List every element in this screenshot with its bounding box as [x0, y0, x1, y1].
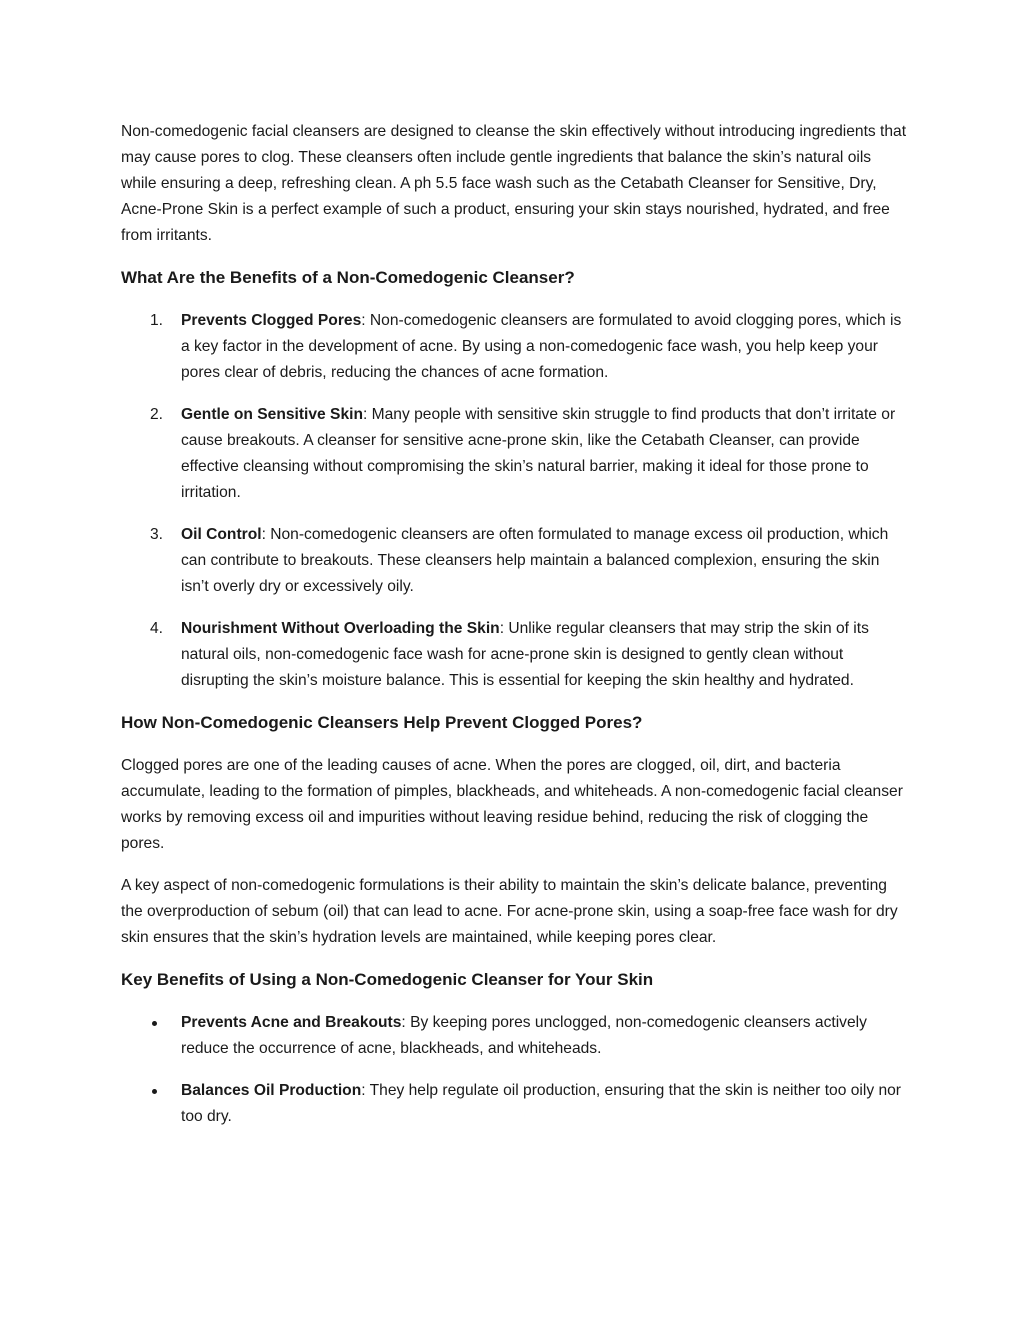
list-item-text: : Unlike regular cleansers that may strip the skin of its natural oils, non-comedogenic face wash for acne-prone skin is designed to gently clean without disrupting the skin’s moisture balance. This is essential for keeping the skin healthy and hydrated. [181, 620, 869, 689]
list-item-term: Oil Control [181, 526, 262, 543]
list-item-text: : By keeping pores unclogged, non-comedogenic cleansers actively reduce the occurrence of acne, blackheads, and whiteheads. [181, 1014, 867, 1057]
list-item [121, 1078, 907, 1130]
prevent-paragraph: Clogged pores are one of the leading causes of acne. When the pores are clogged, oil, dirt, and bacteria accumulate, leading to the formation of pimples, blackheads, and whiteheads. A non-comedogenic facial cleanser works by removing excess oil and impurities without leaving residue behind, reducing the risk of clogging the pores. [121, 757, 903, 852]
list-item-term: Prevents Acne and Breakouts [181, 1014, 402, 1031]
list-item [121, 522, 907, 600]
document-page [121, 119, 907, 1146]
list-item-term: Balances Oil Production [181, 1082, 362, 1099]
list-item-term: Prevents Clogged Pores [181, 312, 362, 329]
list-item-term: Gentle on Sensitive Skin [181, 406, 363, 423]
key-benefits-heading: Key Benefits of Using a Non-Comedogenic Cleanser for Your Skin [121, 970, 654, 989]
list-item-text: : Non-comedogenic cleansers are formulated to avoid clogging pores, which is a key factor in the development of acne. By using a non-comedogenic face wash, you help keep your pores clear of debris, reducing the chances of acne formation. [181, 312, 902, 381]
list-number: 4. [150, 620, 164, 637]
list-number: 1. [150, 312, 164, 329]
list-number: 3. [150, 526, 164, 543]
list-item-text: : Many people with sensitive skin struggle to find products that don’t irritate or cause breakouts. A cleanser for sensitive acne-prone skin, like the Cetabath Cleanser, can provide effective cleansing without compromising the skin’s natural barrier, making it ideal for those prone to irritation. [181, 406, 896, 501]
list-item [121, 1010, 907, 1062]
list-item [121, 402, 907, 506]
key-benefits-list [121, 1010, 907, 1130]
bullet-icon [152, 1021, 157, 1026]
intro-paragraph: Non-comedogenic facial cleansers are designed to cleanse the skin effectively without introducing ingredients that may cause pores to clog. These cleansers often include gentle ingredients that balance the skin’s natural oils while ensuring a deep, refreshing clean. A ph 5.5 face wash such as the Cetabath Cleanser for Sensitive, Dry, Acne-Prone Skin is a perfect example of such a product, ensuring your skin stays nourished, hydrated, and free from irritants. [121, 123, 907, 244]
bullet-icon [152, 1089, 157, 1094]
list-item-text: : They help regulate oil production, ensuring that the skin is neither too oily nor too dry. [181, 1082, 901, 1125]
list-item [121, 308, 907, 386]
prevent-paragraph: A key aspect of non-comedogenic formulations is their ability to maintain the skin’s delicate balance, preventing the overproduction of sebum (oil) that can lead to acne. For acne-prone skin, using a soap-free face wash for dry skin ensures that the skin’s hydration levels are maintained, while keeping pores clear. [121, 877, 898, 946]
prevent-heading: How Non-Comedogenic Cleansers Help Prevent Clogged Pores? [121, 713, 643, 732]
list-item [121, 616, 907, 694]
list-item-text: : Non-comedogenic cleansers are often formulated to manage excess oil production, which can contribute to breakouts. These cleansers help maintain a balanced complexion, ensuring the skin isn’t overly dry or excessively oily. [181, 526, 889, 595]
benefits-list [121, 308, 907, 694]
list-number: 2. [150, 406, 164, 423]
benefits-heading: What Are the Benefits of a Non-Comedogenic Cleanser? [121, 268, 575, 287]
list-item-term: Nourishment Without Overloading the Skin [181, 620, 500, 637]
